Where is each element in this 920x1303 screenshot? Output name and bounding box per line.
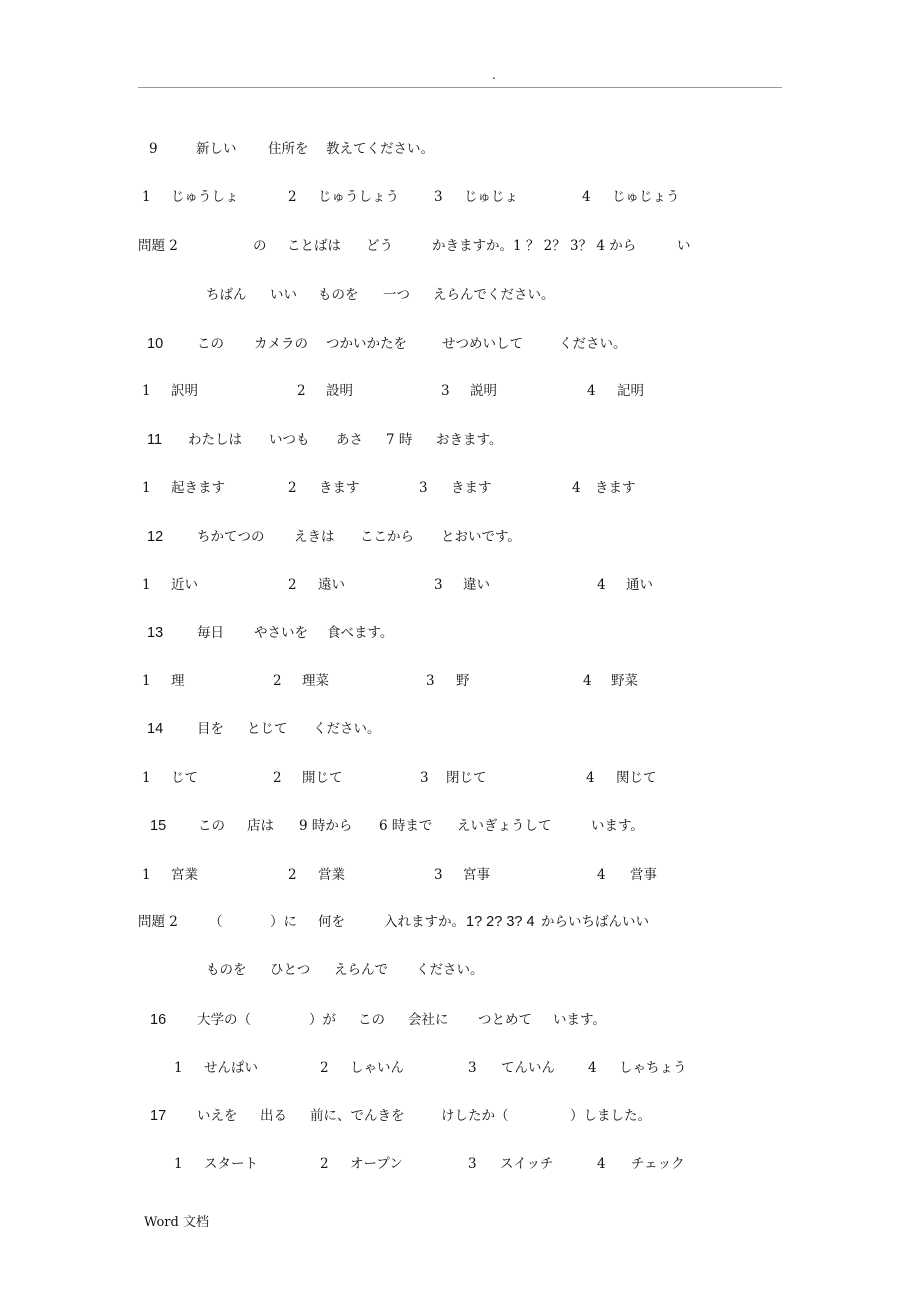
q17-choices-text: 2 (320, 1156, 329, 1172)
q13-choices-text: 3 (426, 673, 435, 689)
q15-sentence-text: この (198, 818, 225, 834)
q17-sentence-text: けしたか（ (441, 1108, 509, 1124)
mondai2-fill-instruction-line1-text: 問題 2 (138, 914, 178, 930)
q16-sentence-text: 会社に (408, 1012, 449, 1028)
q15-sentence-text: 店は (247, 818, 274, 834)
q12-sentence-text: えきは (294, 529, 335, 545)
q12-sentence-text: ここから (360, 529, 414, 545)
mondai2-instruction-line2-text: 一つ (383, 287, 410, 303)
q10-choices-text: 説明 (470, 383, 497, 399)
mondai2-fill-instruction-line2-text: ひとつ (270, 962, 311, 978)
q11-choices-text: 2 (288, 480, 297, 496)
q16-choices-text: しゃちょう (619, 1060, 687, 1076)
q12-choices-text: 遠い (318, 577, 345, 593)
mondai2-fill-instruction-line1-text: 入れますか。 (384, 914, 465, 930)
q10-sentence-text: ください。 (559, 336, 627, 352)
q17-choices-text: 1 (174, 1156, 183, 1172)
q9-choices-text: じゅうしょう (318, 189, 399, 205)
mondai2-instruction-line2-text: ちばん (206, 287, 247, 303)
mondai2-instruction-line2-text: えらんでください。 (433, 287, 555, 303)
q15-choices-text: 2 (288, 867, 297, 883)
q16-sentence-text: います。 (553, 1012, 606, 1028)
q14-sentence-text: ください。 (313, 721, 381, 737)
q17-sentence-text: いえを (197, 1108, 238, 1124)
q12-choices-text: 近い (171, 577, 198, 593)
q17-choices-text: 3 (468, 1156, 477, 1172)
q11-choices-text: 4 (572, 480, 581, 496)
q10-choices-text: 設明 (326, 383, 353, 399)
q10-choices-text: 記明 (617, 383, 644, 399)
q12-choices-text: 通い (626, 577, 653, 593)
q11-choices-text: 起きます (171, 480, 225, 496)
q12-choices-text: 4 (597, 577, 606, 593)
q9-choices-text: じゅじょう (612, 189, 680, 205)
q10-sentence-text: カメラの (254, 336, 308, 352)
mondai2-instruction-line1-text: 問題 2 (138, 238, 178, 254)
q9-choices-text: 4 (582, 189, 591, 205)
q15-sentence-text: えいぎょうして (457, 818, 552, 834)
q13-choices-text: 理 (171, 673, 185, 689)
q11-choices-text: きます (319, 480, 360, 496)
q15-choices-text: 宮業 (171, 867, 198, 883)
q9-sentence-text: 住所を (268, 141, 309, 157)
q16-sentence-text: つとめて (478, 1012, 532, 1028)
q14-choices-text: 3 (420, 770, 429, 786)
q14-sentence-text: 14 (147, 721, 164, 737)
mondai2-instruction-line2-text: ものを (318, 287, 359, 303)
mondai2-fill-instruction-line1-text: （ (209, 914, 223, 930)
q17-choices-text: 4 (597, 1156, 606, 1172)
q12-choices-text: 1 (142, 577, 151, 593)
q11-choices-text: 3 (419, 480, 428, 496)
q13-sentence-text: 食べます。 (327, 625, 394, 641)
q9-sentence-text: 9 (149, 141, 158, 157)
q13-sentence-text: 毎日 (197, 625, 224, 641)
q15-choices-text: 宮事 (463, 867, 490, 883)
q14-sentence-text: 目を (197, 721, 224, 737)
q15-sentence-text: 6 時まで (379, 818, 433, 834)
mondai2-fill-instruction-line2-text: ものを (206, 962, 247, 978)
mondai2-fill-instruction-line2-text: えらんで (334, 962, 388, 978)
q15-choices-text: 3 (434, 867, 443, 883)
q12-sentence-text: ちかてつの (197, 529, 265, 545)
q11-choices-text: きます (595, 480, 636, 496)
q14-choices-text: 開じて (302, 770, 343, 786)
q13-sentence-text: 13 (147, 625, 164, 641)
q12-sentence-text: 12 (147, 529, 164, 545)
q11-sentence-text: わたしは (188, 432, 242, 448)
q11-choices-text: 1 (142, 480, 151, 496)
q16-choices-text: 1 (174, 1060, 183, 1076)
q14-choices-text: じて (171, 770, 198, 786)
mondai2-fill-instruction-line1-text: 1? 2? 3? 4 (466, 914, 535, 930)
q10-choices-text: 4 (587, 383, 596, 399)
q10-sentence-text: つかいかたを (326, 336, 407, 352)
q16-sentence-text: 16 (150, 1012, 167, 1028)
mondai2-fill-instruction-line1-text: ）に (270, 914, 297, 930)
q17-choices-text: チェック (631, 1156, 685, 1172)
q9-sentence-text: 新しい (196, 141, 237, 157)
q9-choices-text: じゅじょ (464, 189, 518, 205)
q13-choices-text: 野 (456, 673, 470, 689)
q11-sentence-text: おきます。 (436, 432, 503, 448)
q15-choices-text: 1 (142, 867, 151, 883)
q13-choices-text: 2 (273, 673, 282, 689)
mondai2-instruction-line1-text: い (677, 238, 691, 254)
q14-sentence-text: とじて (247, 721, 288, 737)
q10-choices-text: 2 (297, 383, 306, 399)
q11-choices-text: きます (451, 480, 492, 496)
mondai2-fill-instruction-line1-text: からいちばんいい (541, 914, 649, 930)
q11-sentence-text: 7 時 (386, 432, 413, 448)
q16-choices-text: しゃいん (350, 1060, 404, 1076)
q17-sentence-text: 前に、でんきを (310, 1108, 405, 1124)
q10-choices-text: 3 (441, 383, 450, 399)
q10-sentence-text: 10 (147, 336, 164, 352)
q12-choices-text: 2 (288, 577, 297, 593)
q15-sentence-text: います。 (591, 818, 644, 834)
q16-sentence-text: 大学の（ (197, 1012, 251, 1028)
q10-sentence-text: せつめいして (442, 336, 523, 352)
q10-choices-text: 訳明 (171, 383, 198, 399)
q13-choices-text: 1 (142, 673, 151, 689)
q11-sentence-text: 11 (147, 432, 163, 448)
q17-sentence-text: ）しました。 (570, 1108, 651, 1124)
q15-sentence-text: 15 (150, 818, 167, 834)
q17-sentence-text: 出る (260, 1108, 287, 1124)
q9-choices-text: 3 (434, 189, 443, 205)
q14-choices-text: 4 (586, 770, 595, 786)
mondai2-instruction-line2-text: いい (270, 287, 297, 303)
q9-sentence-text: 教えてください。 (326, 141, 434, 157)
q17-sentence-text: 17 (150, 1108, 167, 1124)
q14-choices-text: 2 (273, 770, 282, 786)
q16-choices-text: せんぱい (204, 1060, 258, 1076)
q13-choices-text: 野菜 (611, 673, 638, 689)
q16-choices-text: 4 (588, 1060, 597, 1076)
mondai2-instruction-line1-text: の (253, 238, 267, 254)
q16-sentence-text: この (358, 1012, 385, 1028)
q17-choices-text: スタート (204, 1156, 258, 1172)
q14-choices-text: 閉じて (446, 770, 487, 786)
q16-choices-text: てんいん (501, 1060, 555, 1076)
q16-sentence-text: ）が (309, 1012, 336, 1028)
mondai2-instruction-line1-text: かきますか。1 ？ 2？ 3？ 4 から (432, 238, 637, 254)
header-divider (138, 87, 782, 88)
q9-choices-text: じゅうしょ (171, 189, 239, 205)
header-dot: . (492, 68, 496, 82)
q12-choices-text: 違い (463, 577, 490, 593)
q17-choices-text: オープン (350, 1156, 403, 1172)
q10-sentence-text: この (197, 336, 224, 352)
q16-choices-text: 3 (468, 1060, 477, 1076)
q10-choices-text: 1 (142, 383, 151, 399)
mondai2-fill-instruction-line1-text: 何を (318, 914, 345, 930)
mondai2-instruction-line1-text: どう (366, 238, 393, 254)
q13-sentence-text: やさいを (254, 625, 308, 641)
q12-choices-text: 3 (434, 577, 443, 593)
q9-choices-text: 2 (288, 189, 297, 205)
mondai2-fill-instruction-line2-text: ください。 (416, 962, 484, 978)
q11-sentence-text: あさ (336, 432, 363, 448)
q13-choices-text: 理菜 (302, 673, 329, 689)
q15-choices-text: 4 (597, 867, 606, 883)
q14-choices-text: 関じて (616, 770, 657, 786)
q11-sentence-text: いつも (269, 432, 310, 448)
q12-sentence-text: とおいです。 (441, 529, 521, 545)
q15-sentence-text: 9 時から (299, 818, 353, 834)
mondai2-instruction-line1-text: ことばは (287, 238, 341, 254)
q15-choices-text: 営事 (630, 867, 657, 883)
q15-choices-text: 営業 (318, 867, 345, 883)
q16-choices-text: 2 (320, 1060, 329, 1076)
q13-choices-text: 4 (583, 673, 592, 689)
q9-choices-text: 1 (142, 189, 151, 205)
q14-choices-text: 1 (142, 770, 151, 786)
footer-label: Word 文档 (144, 1215, 209, 1230)
q17-choices-text: スイッチ (500, 1156, 554, 1172)
